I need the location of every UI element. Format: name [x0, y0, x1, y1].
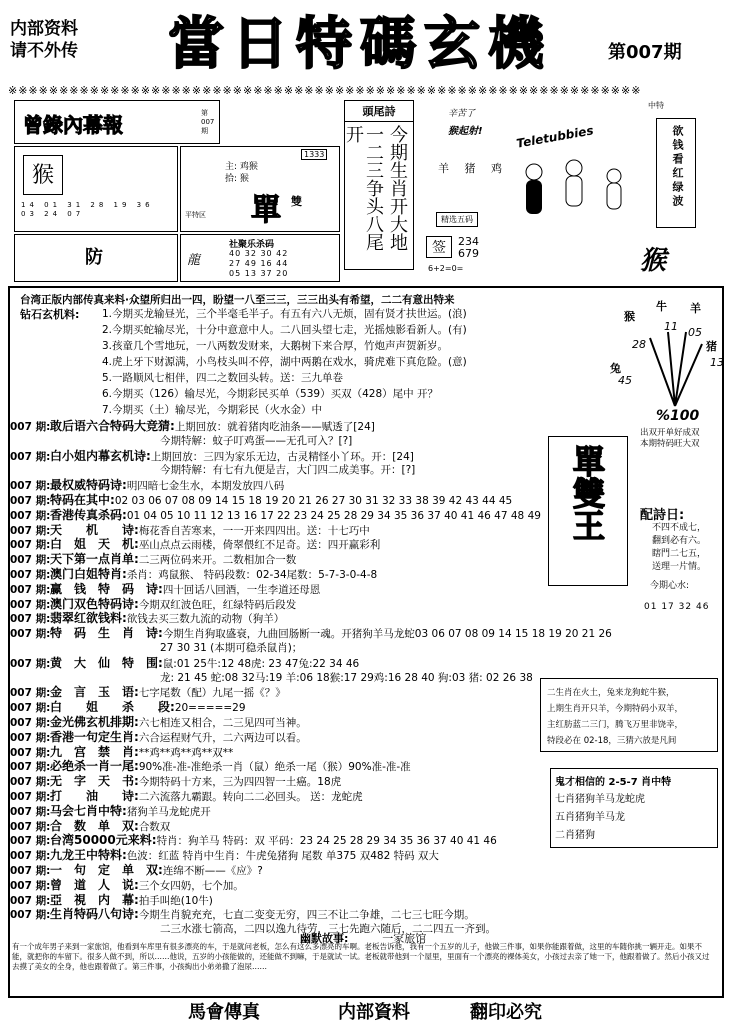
story-text: 有一个成年男子来到一家旅馆，他看到车库里有很多漂亮的车，于是就问老板，怎么有这么多漂亮的车啊。老板告诉他，我有一个五岁的儿子，他做三件事，如果你能跟着做，这里的车随你挑一辆开走。如果不能，就把你的车留下。很多人做不到，所以……他说，五岁的小孩能做的，还能做不到嘛，于是就试一试。老板就带他到一个屋里，里面有一个漂亮的裸体美女，小孩过去亲了她一下，他跟着做了。然后小孩又过去摸了美女的全身，他也跟着做了。第三件事，小孩掏出小弟弟撒了泡尿…… [12, 942, 710, 971]
tip-row [10, 435, 352, 448]
right-vertical-text: 欲钱看红绿波 [671, 125, 684, 209]
row-issue: 007 期: [10, 450, 51, 463]
row-text: 巫山点点云雨楼，倚翠偎红不足奇。送：四开赢彩利 [138, 539, 381, 552]
peishi-label: 配詩日: [640, 508, 685, 523]
dan-shuang-wang: 單雙王 [568, 445, 606, 541]
fan-hou: 猴 [624, 310, 635, 323]
right-vertical-box [656, 118, 696, 228]
kill-card [180, 234, 340, 282]
row-text: 二三水涨七箭高，二四以逸九待劳，三七先跑六随后，二二四五一齐到。 [160, 923, 496, 936]
fan-percent: %100 [656, 408, 700, 424]
row-issue: 007 期: [10, 524, 51, 537]
row-issue: 007 期: [10, 554, 51, 567]
row-issue: 007 期: [10, 731, 51, 744]
row-issue: 007 期: [10, 702, 51, 715]
row-issue: 007 期: [10, 569, 51, 581]
zuanshi-label: 钻石玄机料: [20, 308, 80, 321]
row-label: 澳门双色特码诗: [50, 596, 139, 611]
row-label: 白 姐 杀 段: [50, 700, 175, 715]
caption: 猴起射! [448, 126, 483, 137]
tip-row [10, 524, 370, 538]
row-text: 今期生肖貌充充，七直二变变无穷，四三不让二争雄，二七三七旺今期。 [138, 909, 475, 922]
tip-row [10, 583, 320, 597]
shi-row: 拾: 猴 [225, 174, 249, 184]
poem-title: 頭尾詩 [345, 103, 413, 122]
red-card [14, 146, 178, 232]
fan-rays [640, 328, 710, 408]
row-text: 龙: 21 45 蛇:08 32马:19 羊:06 18猴:17 29鸡:16 28 40 狗:03 猪: 02 26 38 [160, 671, 533, 684]
row-text: 梅花香自苦寒来，一一开来四四出。送：十七巧中 [138, 524, 370, 537]
tip-row [10, 627, 612, 641]
guide-title: 鬼才相信的 2-5-7 肖中特 [555, 777, 672, 788]
row-text: 二六流落九霸跟。转向二二必回头。 送：龙蛇虎 [138, 791, 363, 803]
row-issue: 007 期: [10, 909, 51, 922]
row-issue: 007 期: [10, 495, 51, 507]
peishi-lines: 不四不成七， 翻到必有六。 瞎門二七五， 送理一片情。 [652, 523, 707, 572]
animals: 羊 猪 鸡 [438, 162, 508, 175]
row-issue: 007 期: [10, 805, 51, 818]
small-grid: 14 01 31 28 19 36 03 24 07 [21, 201, 154, 218]
row-label: 金光佛玄机排期: [50, 715, 139, 729]
row-text: 四十回话八回酒，一生李道还母恩 [162, 583, 321, 596]
kill-title: 社聚乐杀码 [229, 240, 275, 250]
hint-char: 猴 [23, 155, 63, 195]
zuanshi-line-6: 6.今期买（126）输尽光，今期彩民买单（539）买双（428）尾中 开？ [102, 388, 438, 400]
row-issue: 007 期: [10, 657, 51, 670]
row-label: 翡翠红欲钱料: [50, 611, 127, 626]
row-issue: 007 期: [10, 879, 51, 892]
zuanshi-line-3: 3.孩童几个雪地玩，一八两数发财来，大鹅树下来合厚，竹炮声声贺新岁。 [102, 340, 449, 352]
tip-row [10, 657, 359, 671]
fan-n13: 13 [710, 356, 724, 369]
row-text: **鸡**鸡**鸡**双** [138, 746, 234, 759]
row-issue: 007 期: [10, 613, 51, 626]
row-label: 生肖特码八句诗: [50, 907, 139, 922]
tip-row [10, 864, 263, 878]
tip-row [10, 642, 302, 655]
row-text: 27 30 31 (本期可稳杀鼠肖)； [160, 642, 303, 654]
row-issue: 007 期: [10, 628, 51, 641]
row-text: 色波：红蓝 特肖中生肖：牛虎兔猪狗 尾数 单375 双482 特码 双大 [126, 850, 439, 863]
story-title-row: 幽默故事: 一家旅馆 [300, 932, 427, 945]
fan-n45: 45 [618, 374, 632, 387]
row-issue: 007 期: [10, 509, 51, 522]
row-text: 上期回放：就着猪肉吃油条——赋透了[24] [174, 421, 375, 433]
row-label: 马会七肖中特: [50, 803, 127, 818]
row-text: 合数双 [138, 820, 171, 833]
row-issue: 007 期: [10, 820, 51, 833]
mid-card [180, 146, 340, 232]
row-text: 六合运程财气升，二六两边可以看。 [138, 731, 307, 744]
qian-nums: 234 679 [458, 235, 479, 260]
qian-label: 签 [426, 236, 452, 258]
footer-right: 翻印必究 [470, 1002, 542, 1023]
row-label: 合 数 单 双: [50, 818, 139, 833]
row-text: 三个女四奶，七个加。 [138, 879, 244, 892]
row-label: 天下第一点肖单: [50, 552, 139, 567]
row-label: 台湾50000元来料: [50, 833, 157, 848]
teletubbies-panel [418, 100, 638, 286]
tip-row [10, 509, 541, 523]
poem-line-2: 一二三争头八尾开 [343, 125, 384, 251]
number-badge: 1333 [301, 149, 327, 160]
tip-row [10, 820, 170, 834]
row-label: 一 句 定 单 双: [50, 863, 163, 877]
tip-row [10, 834, 497, 848]
zhu-row: 主: 鸡猴 [225, 162, 258, 172]
main-title: 當日特碼玄機 [168, 11, 552, 77]
tip-row [10, 568, 377, 582]
row-text: 猪狗羊马龙蛇虎开 [126, 805, 211, 818]
zuanshi-line-4: 4.虎上牙下财源满，小鸟枝头叫不停，湖中两鹅在戏水，骑虎难下真危险。(意) [102, 356, 467, 368]
fan-n05: 05 [688, 326, 702, 339]
row-issue: 007 期: [10, 421, 51, 433]
shengxiao-lines: 二生肖在火土，兔来龙狗蛇牛猴， 上期生肖开只羊，今期特码小双羊， 主红肪蓝二三门，腾飞万里非饶幸， 特段必在 02-18，三猜六放是凡间 [547, 688, 684, 746]
formula: 6+2=0= [428, 264, 464, 273]
tip-row [10, 494, 512, 508]
dan-char: 單 [251, 193, 281, 228]
row-text: 六七相连又相合，二三见四可当神。 [138, 717, 307, 729]
fan-tu: 兔 [610, 362, 621, 375]
pingte-label: 平特区 [185, 211, 206, 219]
row-text: 明四暗七金生水，本期发放四八码 [126, 480, 285, 493]
row-issue: 007 期: [10, 687, 51, 700]
row-text: 今期特解：有七有九便是吉，大门四二成美事。开：[?] [160, 464, 416, 477]
tip-row [10, 686, 286, 700]
row-label: 亞 視 内 幕: [50, 892, 139, 907]
row-text: 今期特解：蚊子叮鸡蛋——无孔可入？[?] [160, 434, 353, 447]
tip-row [10, 805, 211, 819]
neibu-title: 曾錄內幕報 [23, 113, 123, 137]
shuang-char: 雙 [291, 195, 302, 208]
row-text: 20=====29 [174, 702, 246, 715]
fan-niu: 牛 [656, 300, 667, 313]
kill-rows: 40 32 30 42 27 49 16 44 05 13 37 20 [229, 249, 289, 278]
row-text: 01 04 05 10 11 12 13 16 17 22 23 24 25 28 29 34 35 36 37 40 41 46 47 48 49 [126, 509, 541, 522]
row-issue: 007 期: [10, 598, 51, 611]
internal-label: 内部资料 [10, 19, 78, 39]
row-issue: 007 期: [10, 791, 51, 803]
tip-row [10, 790, 363, 804]
tip-row [10, 479, 284, 493]
zuanshi-line-1: 1.今期买龙输昼光，三个半毫毛半子。有五有六八无烦，固有贤才扶世运。(浪) [102, 308, 467, 320]
teletubbies-figures [514, 156, 634, 236]
zuanshi-line-7: 7.今期买（土）输尽光，今期彩民（火水金）中 [102, 404, 323, 416]
footer-left: 馬會傳真 [188, 1002, 260, 1023]
row-label: 香港传真杀码: [50, 507, 127, 522]
right-tag: 中特 [648, 101, 664, 110]
tip-row [10, 894, 213, 908]
issue-number: 第007期 [608, 42, 682, 63]
row-issue: 007 期: [10, 865, 51, 877]
row-text: 90%准-准-准绝杀一肖（鼠）绝杀一尾（猴）90%准-准-准 [138, 761, 411, 774]
row-issue: 007 期: [10, 539, 51, 552]
row-text: 今期双红波色旺，红绿特码后段发 [138, 598, 297, 611]
row-label: 澳门白姐特肖: [50, 567, 127, 581]
row-label: 黄 大 仙 特 围: [50, 655, 163, 670]
row-text: 02 03 06 07 08 09 14 15 18 19 20 21 26 27 30 31 32 33 38 39 42 43 44 45 [114, 495, 513, 507]
greeting: 辛苦了 [448, 109, 476, 119]
row-issue: 007 期: [10, 480, 51, 493]
row-text: 上期回放：三四为家乐无边，古灵精怪小丫环。开：[24] [150, 450, 414, 463]
brand: Teletubbies [515, 123, 595, 151]
top-line: 台湾正版内部传真来料·众望所归出一四，盼望一八至三三，三三出头有希望，二二有意出特来 [20, 294, 455, 306]
main-content [8, 286, 724, 998]
row-issue: 007 期: [10, 776, 51, 789]
tip-row [10, 464, 415, 477]
no-share-label: 请不外传 [10, 41, 78, 61]
row-issue: 007 期: [10, 850, 51, 863]
row-label: 打 油 诗: [50, 789, 139, 803]
row-text: 欲钱去买三数九流的动物（狗羊） [126, 613, 285, 626]
shengxiao-box [540, 678, 718, 752]
dragon-text: 龍 [187, 253, 201, 268]
row-label: 白 姐 天 机: [50, 537, 139, 552]
pingte-value: 防 [85, 247, 103, 268]
row-text: 连绵不断——《应》? [162, 865, 263, 877]
tip-row [10, 538, 380, 552]
note-lines: 出双开单好成双 本期特码旺大双 [640, 428, 700, 449]
row-issue: 007 期: [10, 717, 51, 729]
row-label: 金 言 玉 语: [50, 685, 139, 700]
bottom-left-card [14, 234, 178, 282]
tip-row [10, 598, 296, 612]
tip-row [10, 420, 375, 434]
row-text: 拍手叫绝(10牛) [138, 894, 213, 907]
zuanshi-line-2: 2.今期买蛇输尽光，十分中意意中人。二八回头望七走，光摇烛影看新人。(有) [102, 324, 467, 336]
row-label: 赢 钱 特 码 诗: [50, 581, 163, 596]
row-issue: 007 期: [10, 894, 51, 907]
row-text: 二三两位码来开。二数相加合一数 [138, 554, 297, 567]
dan-shuang-wang-box [548, 436, 628, 586]
heart-label: 今期心水: [650, 581, 690, 591]
row-label: 九 宫 禁 肖: [50, 744, 139, 759]
row-issue: 007 期: [10, 746, 51, 759]
tip-row [10, 775, 341, 789]
zuanshi-line-5: 5.一路顺风七相伴，四二之数回头转。送：三九单卷 [102, 372, 344, 384]
row-label: 必绝杀一肖一尾: [50, 759, 139, 774]
row-label: 曾 道 人 说: [50, 877, 139, 892]
fan-zhu: 猪 [706, 340, 717, 353]
row-issue: 007 期: [10, 583, 51, 596]
row-label: 敢后语六合特码大竞猜: [50, 419, 175, 433]
tip-row [10, 450, 414, 464]
monkey-char: 猴 [640, 246, 667, 276]
ring-nums: 01 17 32 46 [644, 602, 710, 612]
row-text: 今期生肖狗取盛衰，九曲回肠断一魂。开猪狗羊马龙蛇03 06 07 08 09 14 15 18 19 20 21 26 [162, 628, 612, 641]
tip-row [10, 746, 233, 760]
tip-row [10, 879, 244, 893]
row-issue: 007 期: [10, 835, 51, 848]
row-text: 杀肖：鸡鼠猴、 特码段数：02-34尾数：5-7-3-0-4-8 [126, 569, 378, 581]
tip-row [10, 849, 439, 863]
row-text: 今期特码十方来，三为四四智一土癌。18虎 [138, 776, 342, 789]
guide-box [550, 768, 718, 848]
tip-row [10, 612, 284, 626]
neibu-issue: 第 007 期 [201, 109, 215, 135]
footer-middle: 内部資料 [338, 1002, 410, 1023]
row-label: 白小姐内幕玄机诗: [50, 448, 151, 463]
row-label: 香港一句定生肖: [50, 729, 139, 744]
star-divider: ※※※※※※※※※※※※※※※※※※※※※※※※※※※※※※※※※※※※※※※※※※※※※※※※※※※※※※※※※※※※※※ [8, 84, 642, 97]
row-label: 特码在其中: [50, 493, 115, 507]
guide-lines: 七肖猪狗羊马龙蛇虎 五肖猪狗羊马龙 二肖猪狗 [555, 794, 645, 841]
fan-n28: 28 [632, 338, 646, 351]
tip-row [10, 908, 475, 922]
neibu-banner [14, 100, 220, 144]
card-title: 精选五码 [436, 212, 478, 227]
tip-row [10, 716, 307, 730]
row-label: 最权威特码诗: [50, 478, 127, 493]
tip-row [10, 553, 296, 567]
row-text: 鼠:01 25牛:12 48虎: 23 47兔:22 34 46 [162, 657, 360, 670]
row-label: 无 字 天 书: [50, 774, 139, 789]
row-label: 九龙王中特料: [50, 848, 127, 863]
tip-row [10, 672, 533, 685]
fan-n11: 11 [664, 320, 678, 333]
row-text: 七字尾数（配）九尾一摇《？》 [138, 687, 286, 700]
poem-line-1: 今期生肖开大地 [387, 125, 408, 251]
tip-row [10, 701, 246, 715]
row-label: 天 机 诗: [50, 522, 139, 537]
header-left [10, 18, 78, 62]
row-text: 特肖：狗羊马 特码：双 平码：23 24 25 28 29 34 35 36 37 40 41 46 [156, 835, 497, 848]
row-issue: 007 期: [10, 761, 51, 774]
tip-row [10, 760, 411, 774]
tip-row [10, 731, 307, 745]
fan-yang: 羊 [690, 302, 701, 315]
row-label: 特 码 生 肖 诗: [50, 626, 163, 641]
zodiac-fan [610, 298, 724, 438]
poem-box [344, 100, 414, 270]
